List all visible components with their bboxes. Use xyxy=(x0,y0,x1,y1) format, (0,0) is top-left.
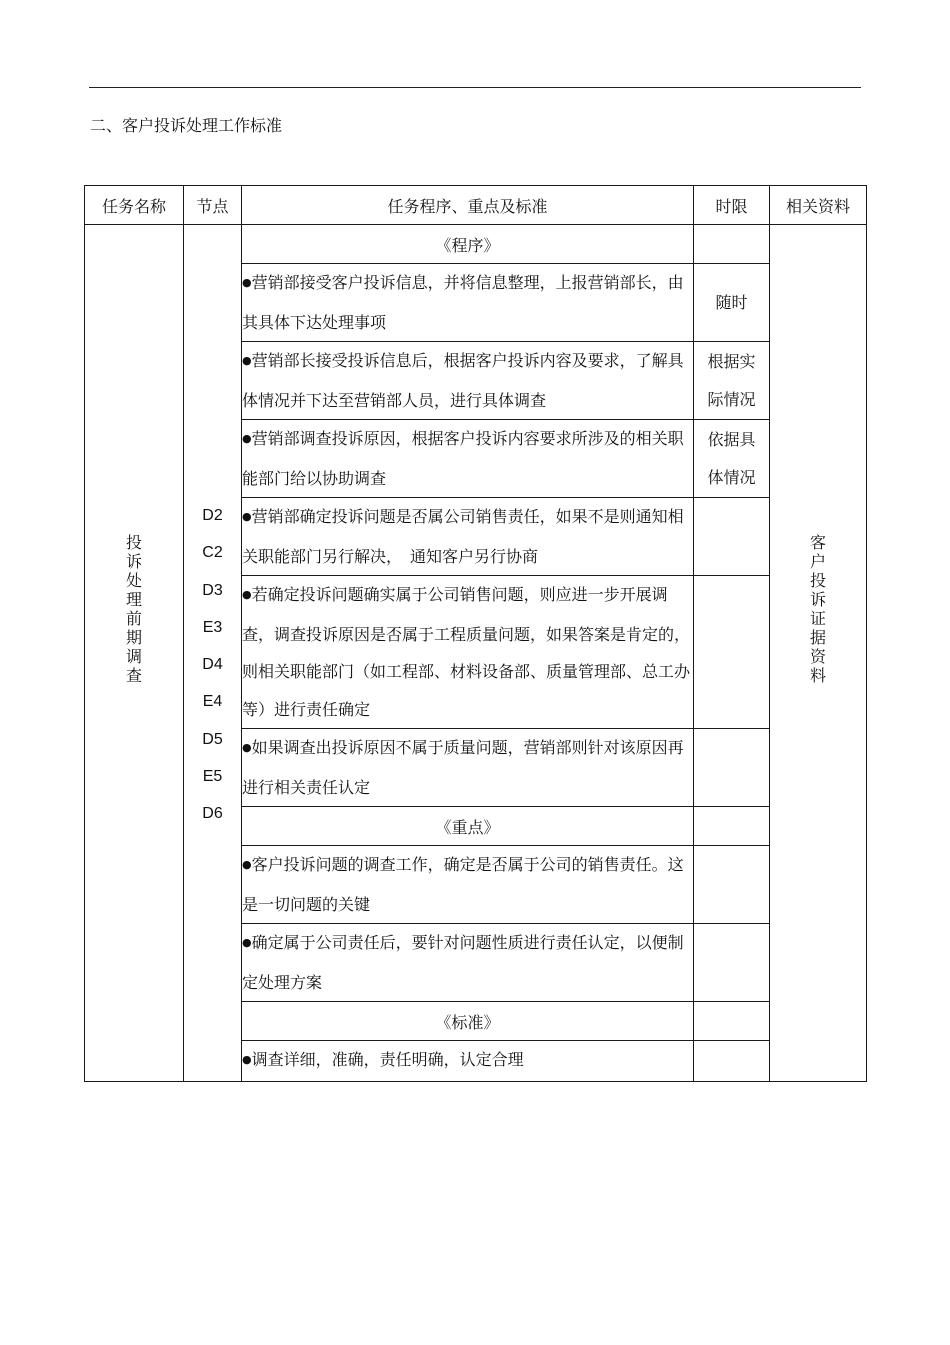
bullet-icon: ● xyxy=(242,354,252,367)
procedure-step xyxy=(242,729,694,807)
section-key-points: 《重点》 xyxy=(242,807,694,846)
time-limit-cell xyxy=(694,1002,770,1041)
bullet-icon: ● xyxy=(242,1053,252,1066)
node-list xyxy=(184,497,241,833)
bullet-icon: ● xyxy=(242,936,252,949)
top-rule xyxy=(89,87,861,88)
procedure-step xyxy=(242,264,694,342)
procedure-step-text: 若确定投诉问题确实属于公司销售问题，则应进一步开展调查，调查投诉原因是否属于工程质量问题，如果答案是肯定的，则相关职能部门（如工程部、材料设备部、质量管理部、总工办等）进行责任确定 xyxy=(242,585,691,719)
bullet-icon: ● xyxy=(242,432,252,445)
bullet-icon: ● xyxy=(242,858,252,871)
header-procedure: 任务程序、重点及标准 xyxy=(242,186,694,225)
header-time-limit: 时限 xyxy=(694,186,770,225)
node-item: C2 xyxy=(202,544,223,562)
procedure-step xyxy=(242,498,694,576)
bullet-icon: ● xyxy=(242,276,252,289)
procedure-step-text: 营销部长接受投诉信息后，根据客户投诉内容及要求，了解具体情况并下达至营销部人员，进行具体调查 xyxy=(242,351,684,410)
key-point-text: 确定属于公司责任后，要针对问题性质进行责任认定，以便制定处理方案 xyxy=(242,933,684,992)
time-limit-cell xyxy=(694,924,770,1002)
table-row xyxy=(85,225,867,264)
procedure-step-text: 营销部接受客户投诉信息，并将信息整理，上报营销部长，由其具体下达处理事项 xyxy=(242,273,684,332)
node-item: D2 xyxy=(202,507,223,524)
standard-item-text: 调查详细，准确，责任明确，认定合理 xyxy=(251,1050,524,1069)
node-item: E5 xyxy=(202,768,223,786)
task-name-cell xyxy=(85,225,184,1082)
section-standard: 《标准》 xyxy=(242,1002,694,1041)
related-material-text: 客户投诉证据资料 xyxy=(809,532,826,685)
time-limit-cell xyxy=(694,807,770,846)
node-item: D4 xyxy=(202,656,223,674)
key-point-text: 客户投诉问题的调查工作，确定是否属于公司的销售责任。这是一切问题的关键 xyxy=(242,855,684,914)
node-cell xyxy=(184,225,242,1082)
procedure-step xyxy=(242,576,694,729)
work-standard-table xyxy=(84,185,867,1082)
time-limit-cell xyxy=(694,846,770,924)
node-item: D3 xyxy=(202,581,223,599)
time-limit-cell: 根据实际情况 xyxy=(694,342,770,420)
related-material-cell xyxy=(770,225,867,1082)
time-limit-cell xyxy=(694,498,770,576)
node-item: D5 xyxy=(202,730,223,748)
time-limit-cell xyxy=(694,729,770,807)
section-heading: 二、客户投诉处理工作标准 xyxy=(90,116,283,135)
procedure-step-text: 营销部调查投诉原因，根据客户投诉内容要求所涉及的相关职能部门给以协助调查 xyxy=(242,429,684,488)
node-item: D6 xyxy=(202,805,223,823)
standard-item xyxy=(242,1041,694,1082)
header-related-material: 相关资料 xyxy=(770,186,867,225)
node-item: E3 xyxy=(202,618,223,636)
header-task-name: 任务名称 xyxy=(85,186,184,225)
task-name-text: 投诉处理前期调查 xyxy=(125,532,142,685)
bullet-icon: ● xyxy=(242,741,252,754)
bullet-icon: ● xyxy=(242,588,252,601)
procedure-step xyxy=(242,420,694,498)
time-limit-cell: 随时 xyxy=(694,264,770,342)
header-node: 节点 xyxy=(184,186,242,225)
header-row xyxy=(85,186,867,225)
bullet-icon: ● xyxy=(242,510,252,523)
section-procedure: 《程序》 xyxy=(242,225,694,264)
time-limit-cell xyxy=(694,225,770,264)
time-limit-cell xyxy=(694,1041,770,1082)
node-item: E4 xyxy=(202,693,223,711)
time-limit-cell: 依据具体情况 xyxy=(694,420,770,498)
procedure-step-text: 营销部确定投诉问题是否属公司销售责任，如果不是则通知相关职能部门另行解决， 通知客户另行协商 xyxy=(242,507,684,566)
time-limit-cell xyxy=(694,576,770,729)
procedure-step xyxy=(242,342,694,420)
procedure-step-text: 如果调查出投诉原因不属于质量问题，营销部则针对该原因再进行相关责任认定 xyxy=(242,738,684,797)
key-point xyxy=(242,924,694,1002)
key-point xyxy=(242,846,694,924)
